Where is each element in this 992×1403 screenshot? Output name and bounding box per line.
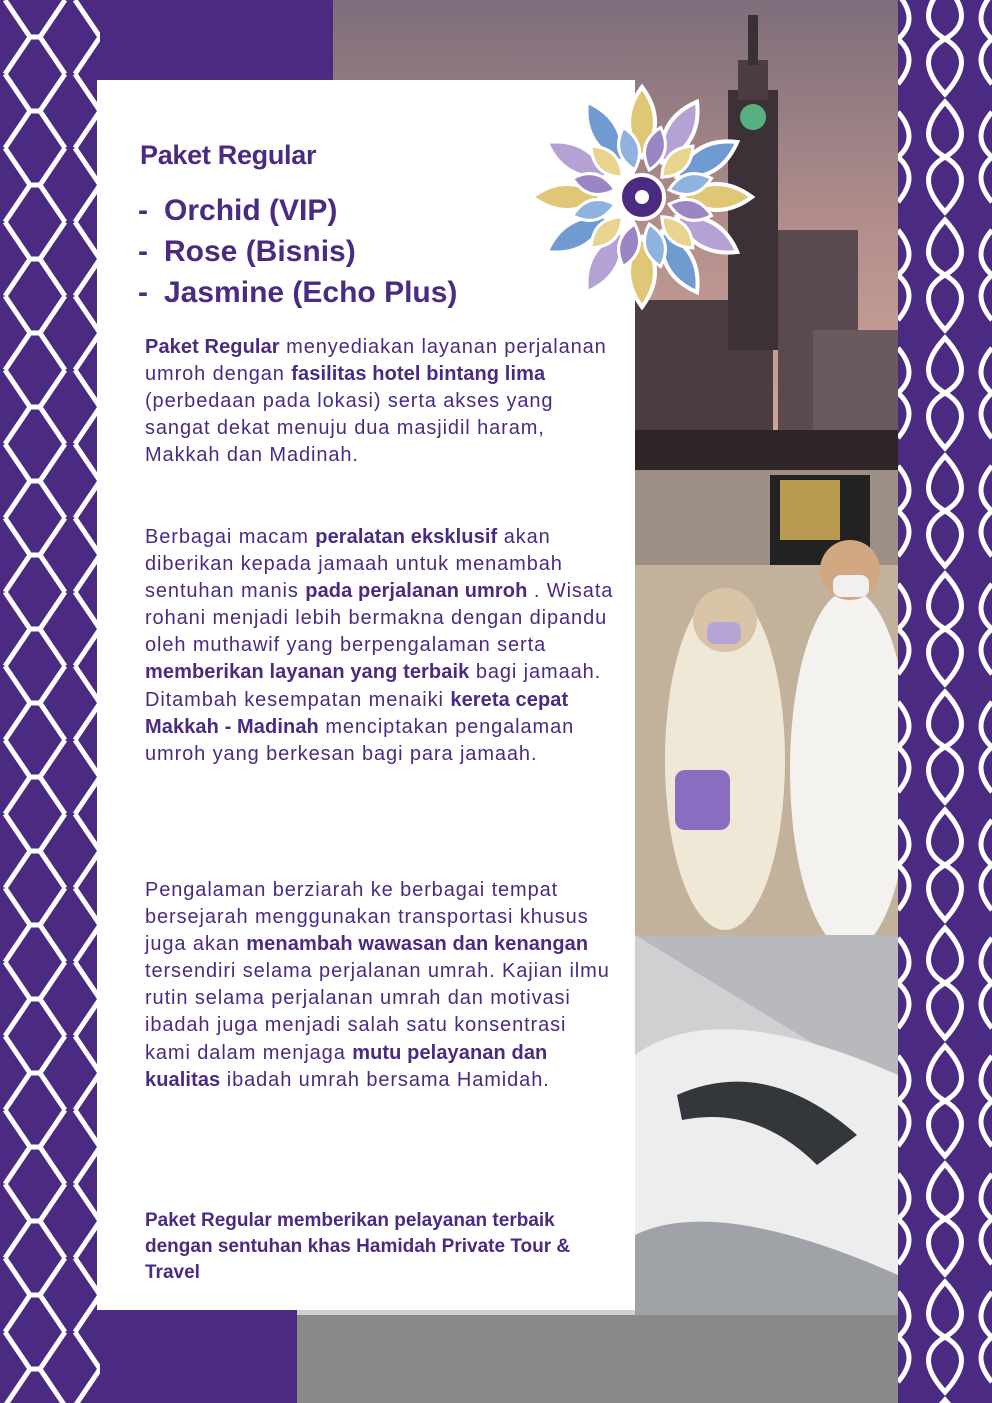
body-text: menciptakan pengalaman umroh yang berkesan bagi para jamaah. bbox=[145, 715, 575, 765]
package-item bbox=[138, 272, 457, 313]
emphasis-text: kereta cepat Makkah - Madinah bbox=[145, 688, 569, 738]
ziarah-paragraph bbox=[145, 877, 615, 1094]
mandala-flower-icon bbox=[527, 82, 757, 312]
package-list bbox=[138, 190, 457, 313]
package-name: Rose (Bisnis) bbox=[164, 235, 356, 268]
package-name: Jasmine (Echo Plus) bbox=[164, 276, 458, 309]
package-name: Orchid (VIP) bbox=[164, 194, 338, 227]
body-text: . Wisata rohani menjadi lebih bermakna dengan dipandu oleh muthawif yang berpengalaman serta bbox=[145, 580, 614, 657]
package-item bbox=[138, 231, 457, 272]
body-text: bagi jamaah. Ditambah kesempatan menaiki bbox=[145, 661, 602, 711]
body-text: ibadah umrah bersama Hamidah. bbox=[220, 1068, 550, 1091]
body-text: tersendiri selama perjalanan umrah. Kajian ilmu rutin selama perjalanan umrah dan motivasi ibadah juga menjadi salah satu konsentrasi kami dalam menjaga bbox=[145, 960, 610, 1064]
list-bullet: - bbox=[138, 194, 148, 227]
pilgrims-photo bbox=[635, 470, 898, 935]
emphasis-text: mutu pelayanan dan kualitas bbox=[145, 1041, 548, 1091]
package-item bbox=[138, 190, 457, 231]
page-title: Paket Regular bbox=[140, 140, 317, 170]
emphasis-text: memberikan layanan yang terbaik bbox=[145, 661, 470, 684]
emphasis-text: pada perjalanan umroh bbox=[305, 580, 528, 603]
right-pattern-border bbox=[898, 0, 992, 1403]
equipment-paragraph bbox=[145, 524, 615, 768]
body-text: Pengalaman berziarah ke berbagai tempat bersejarah menggunakan transportasi khusus juga akan bbox=[145, 879, 589, 956]
body-text: Berbagai macam bbox=[145, 526, 316, 548]
emphasis-text: menambah wawasan dan kenangan bbox=[246, 933, 589, 956]
emphasis-text: peralatan eksklusif bbox=[315, 526, 498, 548]
body-text: menyediakan layanan perjalanan umroh dengan bbox=[145, 336, 607, 386]
geometric-pattern-icon bbox=[898, 0, 992, 1403]
left-pattern-border bbox=[0, 0, 100, 1403]
list-bullet: - bbox=[138, 276, 148, 309]
body-text: (perbedaan pada lokasi) serta akses yang sangat dekat menuju dua masjidil haram, Makkah dan Madinah. bbox=[145, 390, 554, 467]
emphasis-text: Paket Regular bbox=[145, 336, 280, 358]
list-bullet: - bbox=[138, 235, 148, 268]
intro-paragraph bbox=[145, 334, 615, 469]
body-text: akan diberikan kepada jamaah untuk menambah sentuhan manis bbox=[145, 526, 563, 603]
geometric-pattern-icon bbox=[0, 0, 100, 1403]
pilgrims-icon bbox=[635, 470, 898, 935]
emphasis-text: fasilitas hotel bintang lima bbox=[291, 363, 546, 386]
closing-statement: Paket Regular memberikan pelayanan terbaik dengan sentuhan khas Hamidah Private Tour & Travel bbox=[145, 1210, 571, 1283]
